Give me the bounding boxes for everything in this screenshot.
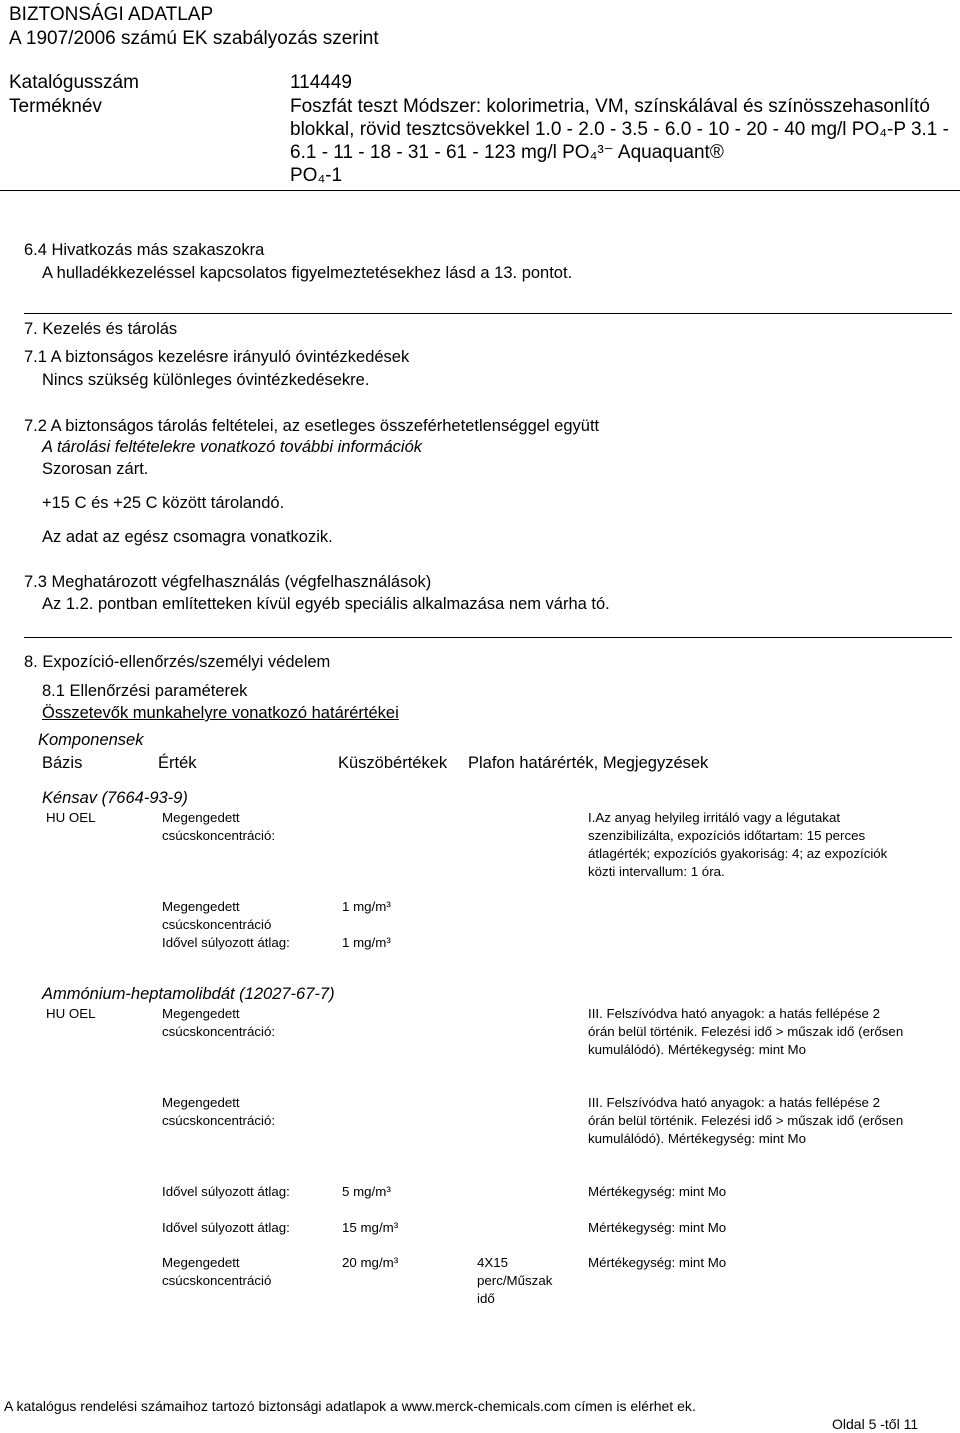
section-7-2-heading: 7.2 A biztonságos tárolás feltételei, az esetleges összeférhetetlenséggel együtt: [24, 417, 600, 435]
footer-text: A katalógus rendelési számaihoz tartozó biztonsági adatlapok a www.merck-chemicals.com címen is elérhet ek.: [4, 1398, 696, 1414]
product-label: Terméknév: [9, 96, 102, 117]
limit-type-cell: Megengedett csúcskoncentráció:: [162, 1006, 276, 1039]
column-header-ceiling: Plafon határérték, Megjegyzések: [468, 754, 709, 772]
basis-cell: HU OEL: [46, 1006, 96, 1021]
section-8-heading: 8. Expozíció-ellenőrzés/személyi védelem: [24, 653, 331, 671]
section-6-4-text: A hulladékkezeléssel kapcsolatos figyelmeztetésekhez lásd a 13. pontot.: [42, 264, 573, 282]
storage-line: Az adat az egész csomagra vonatkozik.: [42, 528, 333, 546]
section-8-1-subheading: Összetevők munkahelyre vonatkozó határértékei: [42, 704, 399, 722]
header-divider: [0, 190, 960, 191]
substance-name: Kénsav (7664-93-9): [42, 789, 188, 807]
substance-name: Ammónium-heptamolibdát (12027-67-7): [42, 985, 335, 1003]
section-6-4-heading: 6.4 Hivatkozás más szakaszokra: [24, 241, 265, 259]
value-cell: 15 mg/m³: [342, 1220, 399, 1235]
components-label: Komponensek: [38, 731, 144, 749]
section-divider: [24, 637, 952, 638]
limit-type-cell: Idővel súlyozott átlag:: [162, 1184, 290, 1199]
catalog-value: 114449: [290, 72, 352, 93]
product-line: Foszfát teszt Módszer: kolorimetria, VM, színskálával és színösszehasonlító: [290, 96, 930, 117]
section-divider: [24, 313, 952, 314]
value-cell: 1 mg/m³: [342, 899, 391, 914]
note-cell: III. Felszívódva ható anyagok: a hatás fellépése 2 órán belül történik. Felezési idő > műszak idő (erősen kumulálódó). Mértékegység: mint Mo: [588, 1006, 904, 1057]
section-7-3-text: Az 1.2. pontban említetteken kívül egyéb speciális alkalmazása nem várha tó.: [42, 595, 610, 613]
column-header-basis: Bázis: [42, 754, 83, 772]
note-cell: Mértékegység: mint Mo: [588, 1184, 727, 1199]
product-line: PO₄-1: [290, 165, 343, 186]
extra-cell: 4X15 perc/Műszak idő: [477, 1255, 553, 1306]
section-7-3-heading: 7.3 Meghatározott végfelhasználás (végfelhasználások): [24, 573, 432, 591]
value-cell: 1 mg/m³: [342, 935, 391, 950]
limit-type-cell: Idővel súlyozott átlag:: [162, 1220, 290, 1235]
limit-type-cell: Megengedett csúcskoncentráció:: [162, 810, 276, 843]
limit-type-cell: Megengedett csúcskoncentráció:: [162, 1095, 276, 1128]
storage-line: Szorosan zárt.: [42, 460, 149, 478]
column-header-value: Érték: [158, 754, 197, 772]
limit-type-cell: Idővel súlyozott átlag:: [162, 935, 290, 950]
value-cell: 5 mg/m³: [342, 1184, 391, 1199]
basis-cell: HU OEL: [46, 810, 96, 825]
product-line: 6.1 - 11 - 18 - 31 - 61 - 123 mg/l PO₄³⁻ Aquaquant®: [290, 142, 724, 163]
limit-type-cell: Megengedett csúcskoncentráció: [162, 899, 272, 932]
section-7-2-subheading: A tárolási feltételekre vonatkozó további információk: [42, 438, 422, 456]
document-subtitle: A 1907/2006 számú EK szabályozás szerint: [9, 28, 379, 49]
limit-type-cell: Megengedett csúcskoncentráció: [162, 1255, 272, 1288]
storage-line: +15 C és +25 C között tárolandó.: [42, 494, 285, 512]
value-cell: 20 mg/m³: [342, 1255, 399, 1270]
catalog-label: Katalógusszám: [9, 72, 139, 93]
note-cell: Mértékegység: mint Mo: [588, 1220, 727, 1235]
page-number: Oldal 5 -től 11: [832, 1416, 919, 1432]
note-cell: Mértékegység: mint Mo: [588, 1255, 727, 1270]
section-8-1-heading: 8.1 Ellenőrzési paraméterek: [42, 682, 248, 700]
product-line: blokkal, rövid tesztcsövekkel 1.0 - 2.0 - 3.5 - 6.0 - 10 - 20 - 40 mg/l PO₄-P 3.1 -: [290, 119, 949, 140]
note-cell: III. Felszívódva ható anyagok: a hatás fellépése 2 órán belül történik. Felezési idő > műszak idő (erősen kumulálódó). Mértékegység: mint Mo: [588, 1095, 904, 1146]
document-title: BIZTONSÁGI ADATLAP: [9, 4, 214, 25]
note-cell: I.Az anyag helyileg irritáló vagy a légutakat szenzibilizálta, expozíciós időtartam: 15 perces átlagérték; expozíciós gyakoriság: 4; az expozíciók közti intervallum: 1 óra.: [588, 810, 888, 879]
section-7-1-heading: 7.1 A biztonságos kezelésre irányuló óvintézkedések: [24, 348, 410, 366]
section-7-1-text: Nincs szükség különleges óvintézkedésekre.: [42, 371, 370, 389]
section-7-heading: 7. Kezelés és tárolás: [24, 320, 178, 338]
column-header-threshold: Küszöbértékek: [338, 754, 448, 772]
